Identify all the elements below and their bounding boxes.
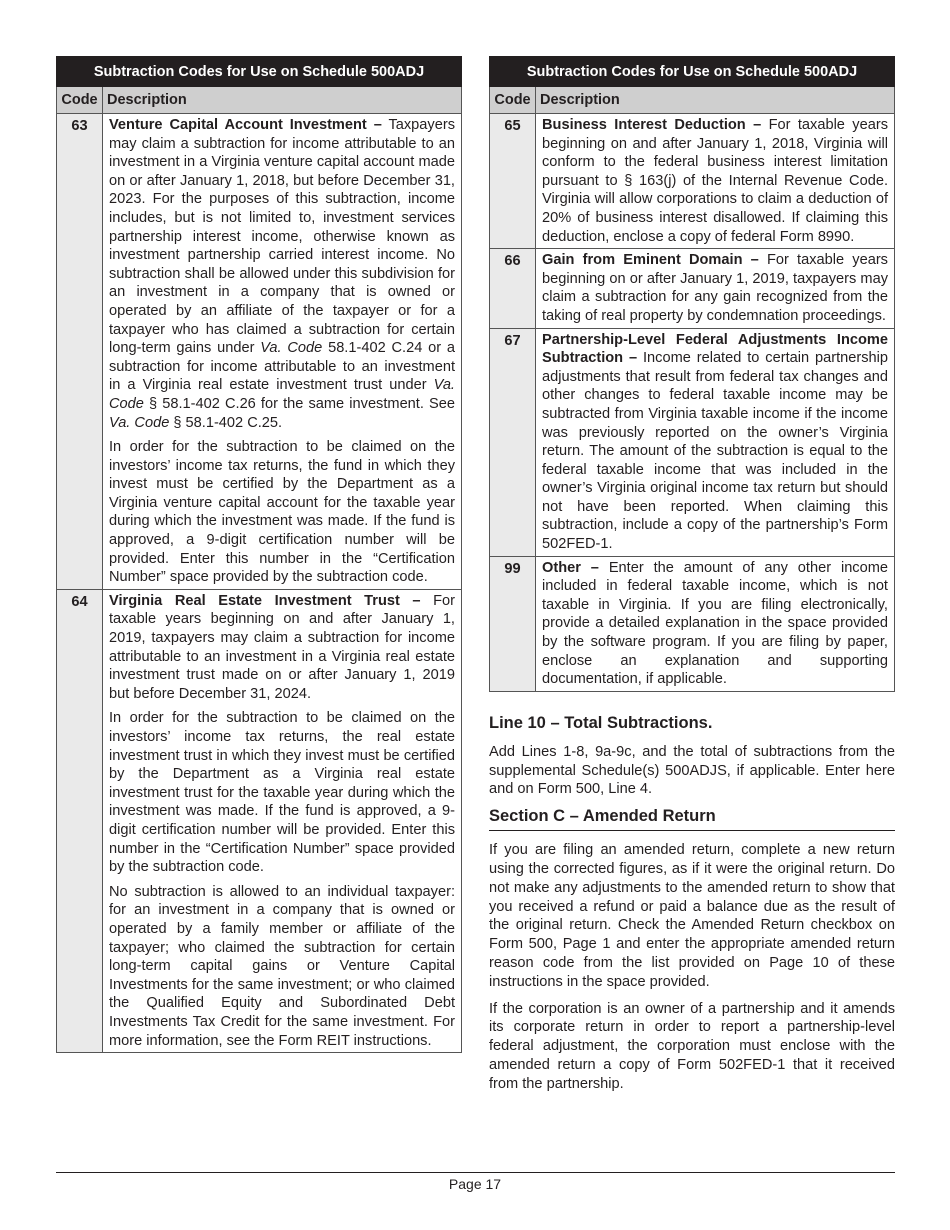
description-paragraph: Partnership-Level Federal Adjustments Income Subtraction – Income related to certain partnership adjustments that result from federal tax changes and other changes to federal taxable income may be subtracted from Virginia taxable income if the income was previously reported on the owner’s Virginia return. The amount of the subtraction is equal to the federal taxable income that was included in the owner’s Virginia original income tax return but should not have been reported. When claiming this subtraction, include a copy of the partnership’s Form 502FED-1. bbox=[542, 331, 888, 553]
entry-title: Partnership-Level Federal Adjustments Income Subtraction – bbox=[542, 331, 888, 367]
column-header-description: Description bbox=[103, 87, 462, 114]
table-row bbox=[57, 114, 462, 590]
table-row bbox=[490, 556, 895, 691]
column-header-code: Code bbox=[57, 87, 103, 114]
right-column bbox=[489, 56, 895, 1102]
subtraction-codes-table-right bbox=[489, 56, 895, 692]
description-paragraph: In order for the subtraction to be claimed on the investors’ income tax returns, the real estate investment trust in which they invest must be certified by the Department as a Virginia real estate investment trust for the taxable year during which the investment was made. If the fund is approved, a 9-digit certification number will be provided. Enter this number in the “Certification Number” space provided by the subtraction code. bbox=[109, 710, 455, 876]
code-cell: 64 bbox=[57, 589, 103, 1052]
description-paragraph: No subtraction is allowed to an individual taxpayer: for an investment in a company that is owned or operated by a family member or affiliate of the taxpayer; who claimed the subtraction for certain long-term capital gains or Venture Capital Investments for the same investment; or who claimed the Qualified Equity and Subordinated Debt Investments Tax Credit for the same investment. For more information, see the Form REIT instructions. bbox=[109, 883, 455, 1049]
description-cell bbox=[536, 249, 895, 328]
table-row bbox=[57, 589, 462, 1052]
description-paragraph: Business Interest Deduction – For taxable years beginning on and after January 1, 2018, Virginia will conform to the federal business interest limitation pursuant to § 163(j) of the Internal Revenue Code. Virginia will allow corporations to claim a deduction of 20% of business interest disallowed. If claiming this deduction, enclose a copy of federal Form 8990. bbox=[542, 117, 888, 245]
entry-title: Virginia Real Estate Investment Trust – bbox=[109, 592, 421, 609]
entry-title: Venture Capital Account Investment – bbox=[109, 117, 382, 133]
description-cell bbox=[103, 589, 462, 1052]
description-paragraph: In order for the subtraction to be claimed on the investors’ income tax returns, the fund in which they invest must be certified by the Department as a Virginia venture capital account for the taxable year during which the investment was made. If the fund is approved, a 9-digit certification number will be provided. Enter this number in the “Certification Number” space provided by the subtraction code. bbox=[109, 439, 455, 586]
code-cell: 66 bbox=[490, 249, 536, 328]
table-row bbox=[490, 328, 895, 556]
column-header-code: Code bbox=[490, 87, 536, 114]
code-cell: 99 bbox=[490, 556, 536, 691]
line10-heading: Line 10 – Total Subtractions. bbox=[489, 713, 713, 732]
section-c-paragraph: If you are filing an amended return, complete a new return using the corrected figures, as if it were the original return. Do not make any adjustments to the amended return to show that you received a refund or paid a balance due as the result of the original return. Check the Amended Return checkbox on Form 500, Page 1 and enter the appropriate amended return reason code from the list provided on Page 10 of these instructions in the space provided. bbox=[489, 842, 895, 990]
table-row bbox=[490, 114, 895, 249]
left-column bbox=[56, 56, 462, 1053]
description-paragraph: Venture Capital Account Investment – Taxpayers may claim a subtraction for income attributable to an investment in a Virginia venture capital account made on or after January 1, 2018, but before December 31, 2023. For the purposes of this subtraction, income includes, but is not limited to, investment services partnership interest income, otherwise known as investment partnership carried interest income. No subtraction shall be allowed under this subdivision for an investment in a company that is owned or operated by an affiliate of the taxpayer or for a taxpayer who has claimed a subtraction for certain long-term gains under Va. Code 58.1-402 C.24 or a subtraction for income attributable to an investment in a Virginia real estate investment trust under Va. Code § 58.1-402 C.26 for the same investment. See Va. Code § 58.1-402 C.25. bbox=[109, 117, 455, 431]
table-title: Subtraction Codes for Use on Schedule 500ADJ bbox=[57, 57, 462, 87]
description-cell bbox=[536, 114, 895, 249]
footer-divider bbox=[56, 1172, 895, 1173]
section-c-heading: Section C – Amended Return bbox=[489, 807, 895, 831]
column-header-description: Description bbox=[536, 87, 895, 114]
description-cell bbox=[536, 556, 895, 691]
instructions-body bbox=[489, 714, 895, 1094]
description-paragraph: Gain from Eminent Domain – For taxable years beginning on or after January 1, 2019, taxpayers may claim a subtraction for any gain recognized from the taking of real property by condemnation proceedings. bbox=[542, 252, 888, 324]
description-paragraph: Other – Enter the amount of any other income included in federal taxable income, which is not taxable in Virginia. If you are filing electronically, provide a detailed explanation in the space provided by the software program. If you are filing by paper, enclose an explanation and supporting documentation, if applicable. bbox=[542, 559, 888, 688]
description-cell bbox=[536, 328, 895, 556]
line10-text: Add Lines 1-8, 9a-9c, and the total of subtractions from the supplemental Schedule(s) 500ADJS, if applicable. Enter here and on Form 500, Line 4. bbox=[489, 743, 895, 798]
entry-title: Business Interest Deduction – bbox=[542, 117, 762, 133]
page-number: Page 17 bbox=[448, 1176, 502, 1192]
table-row bbox=[490, 249, 895, 328]
code-cell: 67 bbox=[490, 328, 536, 556]
subtraction-codes-table-left bbox=[56, 56, 462, 1053]
section-c-paragraph: If the corporation is an owner of a partnership and it amends its corporate return in order to report a partnership-level federal adjustment, the corporation must enclose with the amended return a copy of Form 502FED-1 that it received from the partnership. bbox=[489, 1000, 895, 1092]
code-cell: 63 bbox=[57, 114, 103, 590]
entry-title: Other – bbox=[542, 559, 599, 576]
code-cell: 65 bbox=[490, 114, 536, 249]
description-cell bbox=[103, 114, 462, 590]
table-title: Subtraction Codes for Use on Schedule 500ADJ bbox=[490, 57, 895, 87]
description-paragraph: Virginia Real Estate Investment Trust – For taxable years beginning on and after January 1, 2019, taxpayers may claim a subtraction for income attributable to an investment in a Virginia real estate investment trust made on or after January 1, 2019 but before December 31, 2024. bbox=[109, 592, 455, 702]
entry-title: Gain from Eminent Domain – bbox=[542, 252, 759, 269]
